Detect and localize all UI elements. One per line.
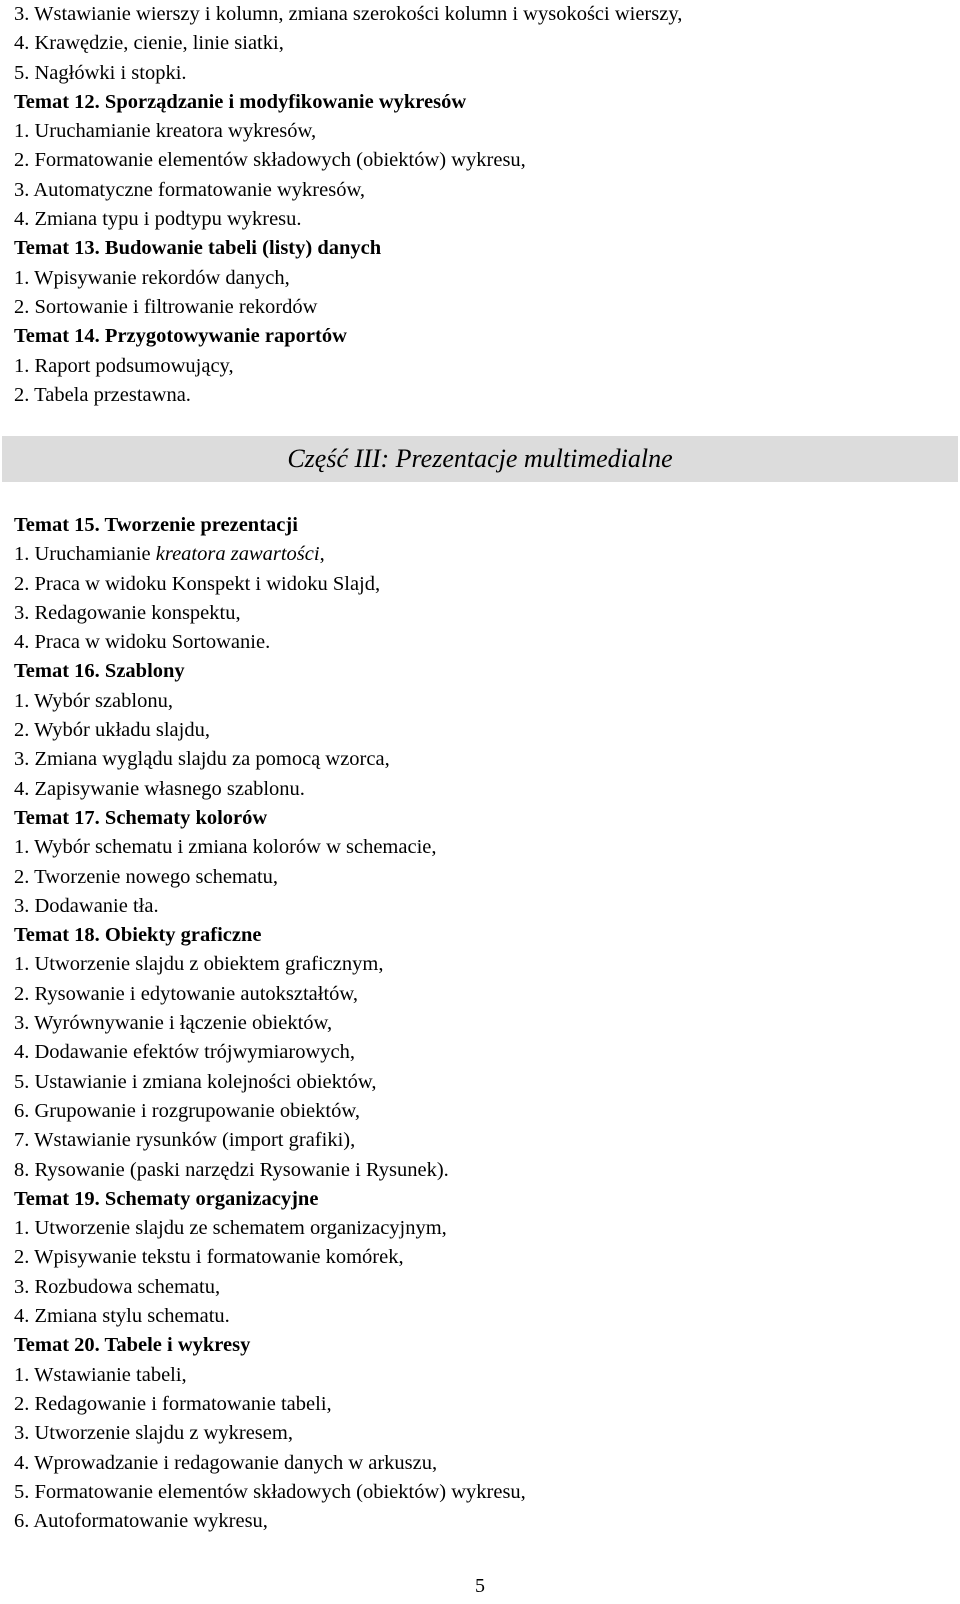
list-item: 6. Autoformatowanie wykresu, <box>14 1510 268 1533</box>
section-band <box>2 436 958 482</box>
list-item: 1. Wybór szablonu, <box>14 689 173 712</box>
list-item: 1. Wstawianie tabeli, <box>14 1363 187 1386</box>
list-item: 3. Wyrównywanie i łączenie obiektów, <box>14 1012 333 1035</box>
list-item: 7. Wstawianie rysunków (import grafiki), <box>14 1129 356 1152</box>
topic-heading: Temat 13. Budowanie tabeli (listy) danych <box>14 237 382 260</box>
list-item: 2. Sortowanie i filtrowanie rekordów <box>14 295 318 318</box>
list-item: 1. Uruchamianie kreatora wykresów, <box>14 120 317 143</box>
curriculum-list-part-2-continued <box>14 0 682 410</box>
list-item: 1. Utworzenie slajdu ze schematem organizacyjnym, <box>14 1217 447 1240</box>
list-item: 2. Praca w widoku Konspekt i widoku Slajd, <box>14 572 381 595</box>
list-item: 2. Redagowanie i formatowanie tabeli, <box>14 1392 332 1415</box>
list-item: 3. Redagowanie konspektu, <box>14 601 241 624</box>
list-item: 3. Utworzenie slajdu z wykresem, <box>14 1422 293 1445</box>
list-item: 5. Ustawianie i zmiana kolejności obiektów, <box>14 1070 377 1093</box>
list-item: 3. Zmiana wyglądu slajdu za pomocą wzorca, <box>14 748 390 771</box>
list-item: 4. Zmiana stylu schematu. <box>14 1305 230 1328</box>
list-item: 1. Wpisywanie rekordów danych, <box>14 266 290 289</box>
list-item-text: 1. Uruchamianie <box>14 543 156 566</box>
page-number: 5 <box>475 1575 485 1597</box>
emphasized-term: kreatora zawartości <box>155 543 320 566</box>
list-item: 4. Zapisywanie własnego szablonu. <box>14 777 305 800</box>
topic-heading: Temat 20. Tabele i wykresy <box>14 1334 251 1357</box>
topic-heading: Temat 16. Szablony <box>14 660 185 683</box>
topic-heading: Temat 19. Schematy organizacyjne <box>14 1187 319 1210</box>
list-item: 3. Wstawianie wierszy i kolumn, zmiana szerokości kolumn i wysokości wierszy, <box>14 3 683 25</box>
list-item: 4. Zmiana typu i podtypu wykresu. <box>14 208 302 231</box>
list-item: 2. Wybór układu slajdu, <box>14 719 210 742</box>
topic-heading: Temat 17. Schematy kolorów <box>14 806 268 829</box>
list-item: 3. Dodawanie tła. <box>14 894 159 917</box>
list-item: 1. Raport podsumowujący, <box>14 354 234 377</box>
topic-heading: Temat 18. Obiekty graficzne <box>14 924 262 947</box>
list-item: 4. Krawędzie, cienie, linie siatki, <box>14 32 284 55</box>
list-item: 1. Utworzenie slajdu z obiektem graficznym, <box>14 953 384 976</box>
list-item: 5. Formatowanie elementów składowych (obiektów) wykresu, <box>14 1480 526 1503</box>
list-item: 3. Rozbudowa schematu, <box>14 1275 221 1298</box>
list-item: 4. Dodawanie efektów trójwymiarowych, <box>14 1041 355 1064</box>
list-item: 5. Nagłówki i stopki. <box>14 61 187 84</box>
list-item <box>14 540 526 569</box>
list-item: 2. Tworzenie nowego schematu, <box>14 865 279 888</box>
list-item: 4. Praca w widoku Sortowanie. <box>14 631 271 654</box>
list-item: 2. Rysowanie i edytowanie autokształtów, <box>14 982 358 1005</box>
list-item: 6. Grupowanie i rozgrupowanie obiektów, <box>14 1099 360 1122</box>
list-item: 4. Wprowadzanie i redagowanie danych w arkuszu, <box>14 1451 438 1474</box>
list-item-punctuation: , <box>319 543 325 566</box>
topic-heading: Temat 14. Przygotowywanie raportów <box>14 325 347 348</box>
curriculum-list-part-3 <box>14 511 526 1536</box>
list-item: 3. Automatyczne formatowanie wykresów, <box>14 178 366 201</box>
list-item: 8. Rysowanie (paski narzędzi Rysowanie i Rysunek). <box>14 1158 449 1181</box>
list-item: 2. Tabela przestawna. <box>14 383 191 406</box>
section-title: Część III: Prezentacje multimedialne <box>287 444 673 473</box>
list-item: 1. Wybór schematu i zmiana kolorów w schemacie, <box>14 836 437 859</box>
list-item: 2. Wpisywanie tekstu i formatowanie komórek, <box>14 1246 404 1269</box>
list-item: 2. Formatowanie elementów składowych (obiektów) wykresu, <box>14 149 526 172</box>
topic-heading: Temat 12. Sporządzanie i modyfikowanie wykresów <box>14 90 467 113</box>
topic-heading: Temat 15. Tworzenie prezentacji <box>14 514 298 536</box>
